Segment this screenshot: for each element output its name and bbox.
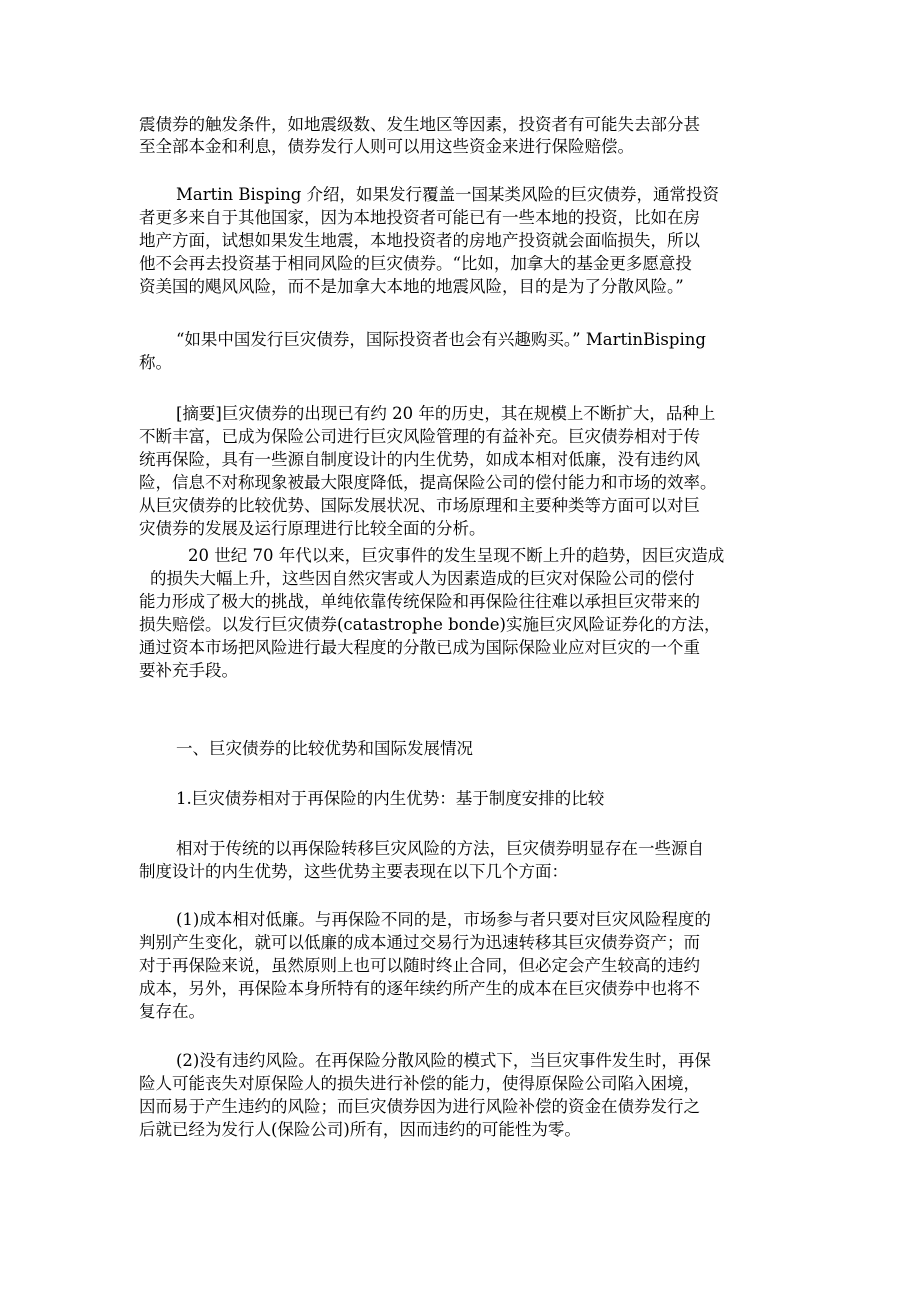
text-line: Martin Bisping 介绍，如果发行覆盖一国某类风险的巨灾债券，通常投资 — [176, 185, 720, 204]
text-line: 统再保险，具有一些源自制度设计的内生优势，如成本相对低廉，没有违约风 — [139, 450, 700, 469]
text-line: 后就已经为发行人(保险公司)所有，因而违约的可能性为零。 — [139, 1120, 581, 1139]
text-line: 的损失大幅上升，这些因自然灾害或人为因素造成的巨灾对保险公司的偿付 — [150, 569, 695, 588]
text-line: 险人可能丧失对原保险人的损失进行补偿的能力，使得原保险公司陷入困境， — [139, 1074, 700, 1093]
text-line: 要补充手段。 — [139, 661, 238, 680]
text-line: 至全部本金和利息，债券发行人则可以用这些资金来进行保险赔偿。 — [139, 137, 634, 156]
section-heading: 一、巨灾债券的比较优势和国际发展情况 — [176, 739, 473, 758]
text-line: 能力形成了极大的挑战，单纯依靠传统保险和再保险往往难以承担巨灾带来的 — [139, 592, 700, 611]
subsection-heading: 1.巨灾债券相对于再保险的内生优势：基于制度安排的比较 — [176, 789, 605, 808]
text-line: 灾债券的发展及运行原理进行比较全面的分析。 — [139, 519, 486, 538]
text-line: 不断丰富，已成为保险公司进行巨灾风险管理的有益补充。巨灾债券相对于传 — [139, 427, 700, 446]
text-line: 对于再保险来说，虽然原则上也可以随时终止合同，但必定会产生较高的违约 — [139, 956, 700, 975]
text-line: 因而易于产生违约的风险；而巨灾债券因为进行风险补偿的资金在债券发行之 — [139, 1097, 700, 1116]
text-line: 损失赔偿。以发行巨灾债券(catastrophe bonde)实施巨灾风险证券化的方法， — [139, 615, 721, 634]
text-line: 成本，另外，再保险本身所特有的逐年续约所产生的成本在巨灾债券中也将不 — [139, 979, 700, 998]
text-line: “如果中国发行巨灾债券，国际投资者也会有兴趣购买。” MartinBisping — [176, 330, 706, 349]
text-line: 制度设计的内生优势，这些优势主要表现在以下几个方面： — [139, 862, 568, 881]
text-line: 他不会再去投资基于相同风险的巨灾债券。“比如，加拿大的基金更多愿意投 — [139, 254, 692, 273]
text-line: 地产方面，试想如果发生地震，本地投资者的房地产投资就会面临损失，所以 — [139, 231, 700, 250]
text-line: 通过资本市场把风险进行最大程度的分散已成为国际保险业应对巨灾的一个重 — [139, 638, 700, 657]
text-line: 资美国的飓风风险，而不是加拿大本地的地震风险，目的是为了分散风险。” — [139, 277, 684, 296]
text-line: 险，信息不对称现象被最大限度降低，提高保险公司的偿付能力和市场的效率。 — [139, 473, 717, 492]
text-line: [摘要]巨灾债券的出现已有约 20 年的历史，其在规模上不断扩大，品种上 — [176, 404, 716, 423]
text-line: (2)没有违约风险。在再保险分散风险的模式下，当巨灾事件发生时，再保 — [176, 1051, 711, 1070]
text-line: (1)成本相对低廉。与再保险不同的是，市场参与者只要对巨灾风险程度的 — [176, 910, 711, 929]
text-line: 称。 — [139, 353, 172, 372]
text-line: 复存在。 — [139, 1002, 205, 1021]
text-line: 20 世纪 70 年代以来，巨灾事件的发生呈现不断上升的趋势，因巨灾造成 — [188, 546, 725, 565]
text-line: 者更多来自于其他国家，因为本地投资者可能已有一些本地的投资，比如在房 — [139, 208, 700, 227]
text-line: 震债券的触发条件，如地震级数、发生地区等因素，投资者有可能失去部分甚 — [139, 115, 700, 134]
text-line: 从巨灾债券的比较优势、国际发展状况、市场原理和主要种类等方面可以对巨 — [139, 496, 700, 515]
text-line: 判别产生变化，就可以低廉的成本通过交易行为迅速转移其巨灾债券资产；而 — [139, 933, 700, 952]
text-line: 相对于传统的以再保险转移巨灾风险的方法，巨灾债券明显存在一些源自 — [176, 839, 704, 858]
